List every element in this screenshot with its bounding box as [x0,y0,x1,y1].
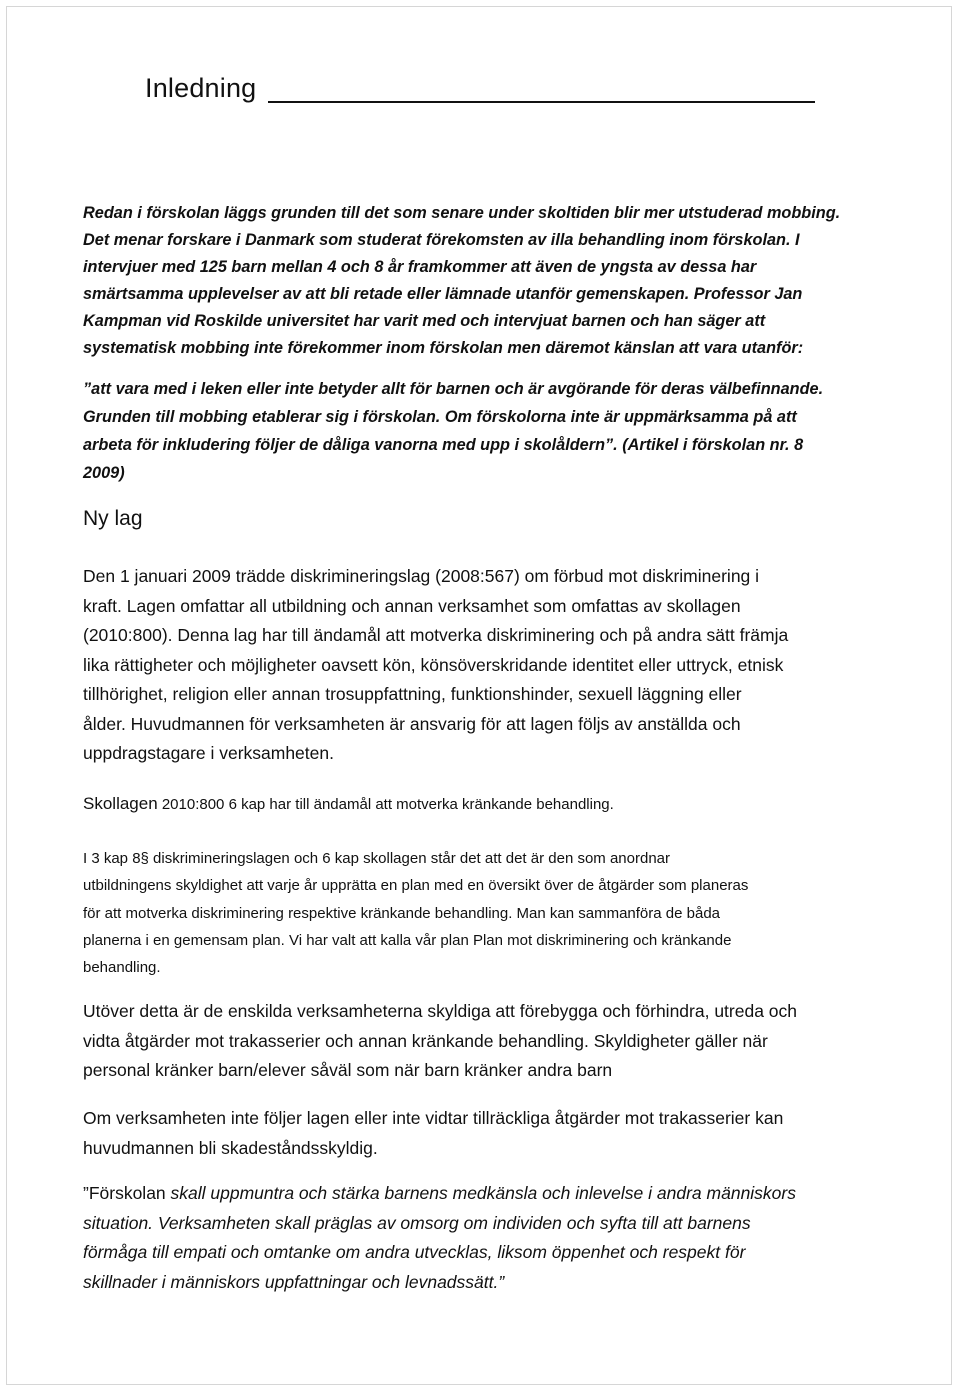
quote-line: ”att vara med i leken eller inte betyder allt för barnen och är avgörande för deras välbefinnande. [83,380,824,398]
intro-line: systematisk mobbing inte förekommer inom förskolan men däremot känslan att vara utanför: [83,339,804,357]
title-underline [268,101,815,103]
kap-line: utbildningens skyldighet att varje år upprätta en plan med en översikt över de åtgärder som planeras [83,877,749,895]
lpfo-quote-paragraph [83,1179,883,1297]
utover-paragraph [83,997,883,1086]
quote-line: arbeta för inkludering följer de dåliga vanorna med upp i skolåldern”. (Artikel i förskolan nr. 8 [83,436,804,454]
utover-line: personal kränker barn/elever såväl som när barn kränker andra barn [83,1060,613,1080]
utover-line: vidta åtgärder mot trakasserier och annan kränkande behandling. Skyldigheter gäller när [83,1030,768,1051]
utover-line: Utöver detta är de enskilda verksamheterna skyldiga att förebygga och förhindra, utreda och [83,1001,798,1021]
quote-line: Grunden till mobbing etablerar sig i förskolan. Om förskolorna inte är uppmärksamma på att [83,408,797,426]
law-line: tillhörighet, religion eller annan trosuppfattning, funktionshinder, sexuell läggning eller [83,684,742,704]
law-line: uppdragstagare i verksamheten. [83,743,334,763]
lpfo-lead: ”Förskolan [83,1183,171,1203]
quote-paragraph [83,375,883,487]
intro-line: smärtsamma upplevelser av att bli retade eller lämnade utanför gemenskapen. Professor Jan [83,285,803,303]
lpfo-line: skillnader i människors uppfattningar och levnadssätt.” [83,1271,505,1292]
section-heading-ny-lag: Ny lag [83,507,143,530]
lpfo-line: förmåga till empati och omtanke om andra utvecklas, liksom öppenhet och respekt för [83,1242,746,1262]
skollagen-rest: 2010:800 6 kap har till ändamål att motverka kränkande behandling. [157,796,614,813]
law-line: (2010:800). Denna lag har till ändamål att motverka diskriminering och på andra sätt främja [83,625,789,645]
law-line: Den 1 januari 2009 trädde diskrimineringslag (2008:567) om förbud mot diskriminering i [83,566,760,586]
skollagen-line [83,793,883,816]
intro-line: intervjuer med 125 barn mellan 4 och 8 år framkommer att även de yngsta av dessa har [83,258,757,276]
law-line: kraft. Lagen omfattar all utbildning och annan verksamhet som omfattas av skollagen [83,595,741,616]
kap-line: planerna i en gemensam plan. Vi har valt att kalla vår plan Plan mot diskriminering och kränkande [83,931,732,949]
kap-line: I 3 kap 8§ diskrimineringslagen och 6 kap skollagen står det att det är den som anordnar [83,850,671,867]
skollagen-lead: Skollagen [83,794,158,813]
law-paragraph [83,562,883,769]
intro-line: Redan i förskolan läggs grunden till det som senare under skoltiden blir mer utstuderad mobbing. [83,204,841,222]
intro-paragraph [83,200,883,362]
intro-line: Kampman vid Roskilde universitet har varit med och intervjuat barnen och han säger att [83,312,766,330]
law-line: lika rättigheter och möjligheter oavsett kön, könsöverskridande identitet eller uttryck, etnisk [83,654,784,675]
verksamhet-line: huvudmannen bli skadeståndsskyldig. [83,1137,378,1158]
page-title: Inledning [145,73,257,103]
skollagen-paragraph [83,793,883,816]
intro-line: Det menar forskare i Danmark som studerat förekomsten av illa behandling inom förskolan. I [83,231,800,249]
kap-line: behandling. [83,959,161,977]
kap-paragraph [83,845,883,981]
lpfo-line: situation. Verksamheten skall präglas av omsorg om individen och syfta till att barnens [83,1212,751,1233]
kap-line: för att motverka diskriminering respektive kränkande behandling. Man kan sammanföra de båda [83,904,721,922]
quote-line: 2009) [83,464,125,482]
verksamhet-line: Om verksamheten inte följer lagen eller inte vidtar tillräckliga åtgärder mot trakasserier kan [83,1108,784,1128]
lpfo-line [83,1179,883,1209]
lpfo-first-italic: skall uppmuntra och stärka barnens medkänsla och inlevelse i andra människors [170,1183,796,1203]
law-line: ålder. Huvudmannen för verksamheten är ansvarig för att lagen följs av anställda och [83,713,741,734]
verksamhet-paragraph [83,1104,883,1163]
